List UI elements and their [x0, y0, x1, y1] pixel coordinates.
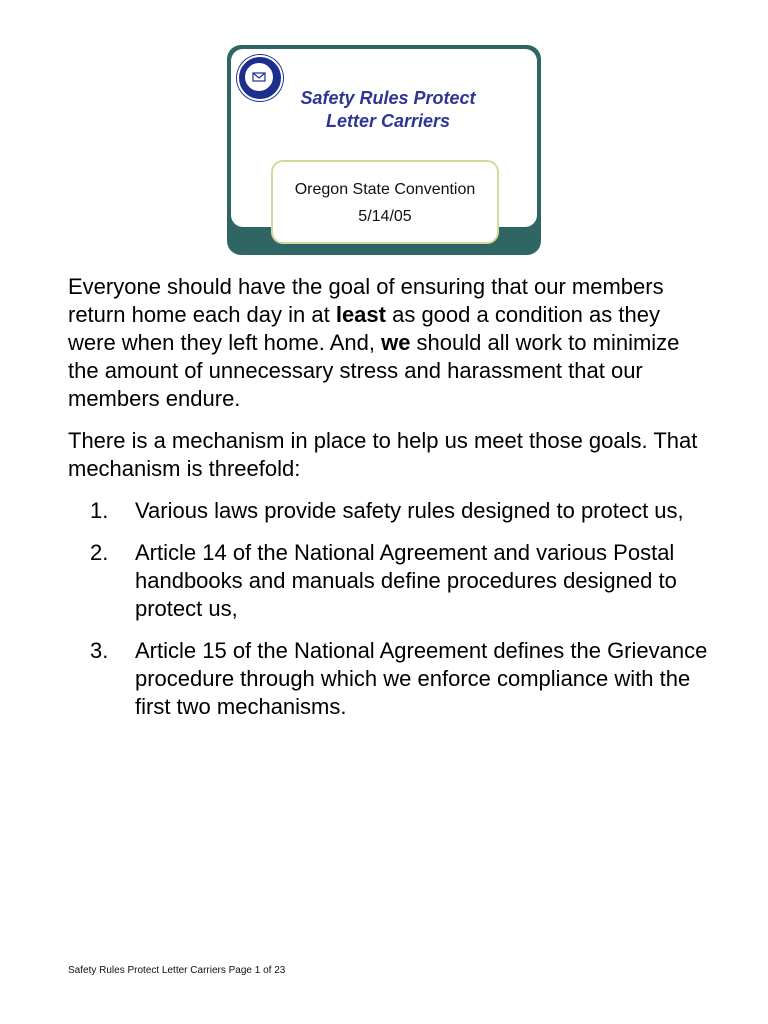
slide-event-box	[271, 160, 499, 244]
list-item-number: 2.	[90, 540, 109, 565]
paragraph-goal-part-e: should all work to minimize the amount of unnecessary stress and harassment that our members endure.	[68, 330, 680, 411]
list-item-text: Article 14 of the National Agreement and various Postal handbooks and manuals define procedures designed to protect us,	[135, 540, 677, 621]
list-item-number: 1.	[90, 498, 109, 523]
slide-title	[271, 87, 505, 133]
list-item-text: Various laws provide safety rules designed to protect us,	[135, 498, 684, 523]
page-footer: Safety Rules Protect Letter Carriers Page 1 of 23	[68, 965, 286, 976]
list-item-text: Article 15 of the National Agreement defines the Grievance procedure through which we enforce compliance with the first two mechanisms.	[135, 638, 708, 719]
list-item	[68, 637, 708, 721]
emphasis-least: least	[335, 302, 386, 327]
emphasis-we: we	[381, 330, 411, 355]
mechanism-list	[68, 497, 708, 735]
slide-panel	[231, 49, 537, 227]
slide-title-line-1: Safety Rules Protect	[300, 88, 476, 108]
slide-title-line-2: Letter Carriers	[325, 111, 451, 131]
list-item-number: 3.	[90, 638, 109, 663]
slide-event-name: Oregon State Convention	[294, 181, 476, 198]
list-item	[68, 497, 708, 525]
seal-emblem-icon	[249, 67, 269, 87]
slide-event-date: 5/14/05	[358, 208, 412, 225]
paragraph-mechanism: There is a mechanism in place to help us meet those goals. That mechanism is threefold:	[68, 428, 698, 481]
paragraph-goal-part-a: Everyone should have the goal of ensuring that our members return home each day in at	[68, 274, 664, 327]
paragraph-goal	[68, 273, 708, 413]
list-item	[68, 539, 708, 623]
slide-thumbnail	[227, 45, 541, 255]
paragraph-goal-part-c: as good a condition as they were when they left home. And,	[68, 302, 660, 355]
